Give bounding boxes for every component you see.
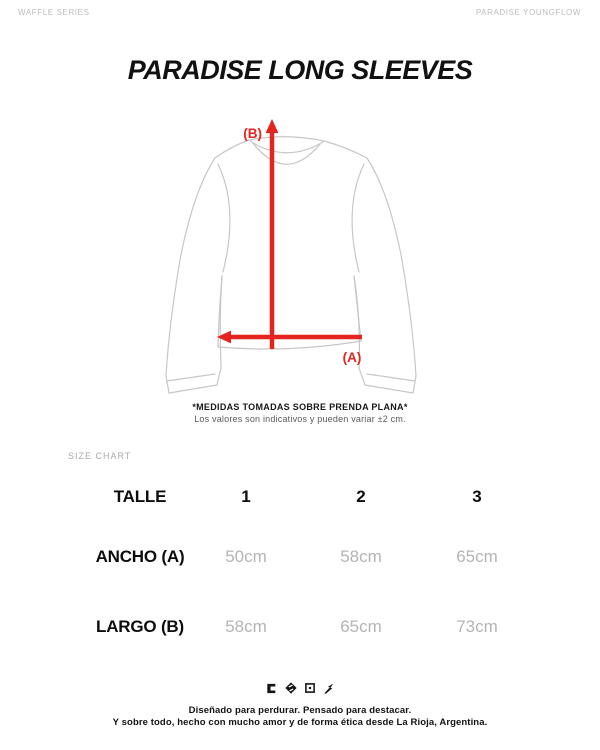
- table-row-length: [80, 615, 524, 639]
- width-size-1-value: 50cm: [225, 547, 267, 566]
- footer-tagline-1: Diseñado para perdurar. Pensado para destacar.: [188, 705, 412, 716]
- measurement-disclaimer: *MEDIDAS TOMADAS SOBRE PRENDA PLANA*: [192, 402, 408, 412]
- brand-glyph-bolt-icon: [323, 683, 334, 694]
- size-column-2: 2: [356, 487, 366, 506]
- length-row-label: LARGO (B): [96, 617, 184, 636]
- footer-tagline-2: Y sobre todo, hecho con mucho amor y de forma ética desde La Rioja, Argentina.: [112, 717, 488, 728]
- length-size-2-value: 65cm: [340, 617, 382, 636]
- series-label: WAFFLE SERIES: [18, 8, 90, 17]
- brand-glyphs-row: [0, 682, 600, 694]
- brand-glyph-diamond-icon: [285, 682, 297, 694]
- garment-measurement-diagram: [120, 100, 480, 430]
- page-title: PARADISE LONG SLEEVES: [127, 55, 473, 85]
- length-measure-label-b: (B): [243, 126, 262, 141]
- table-row-width: [80, 545, 524, 569]
- long-sleeve-shirt-illustration: [120, 100, 480, 430]
- brand-glyph-square-icon: [305, 683, 315, 693]
- size-column-3: 3: [472, 487, 482, 506]
- size-header-label: TALLE: [113, 487, 167, 506]
- width-size-3-value: 65cm: [456, 547, 498, 566]
- size-column-1: 1: [241, 487, 251, 506]
- brand-label: PARADISE YOUNGFLOW: [475, 8, 581, 17]
- size-chart-section-label: SIZE CHART: [68, 451, 132, 461]
- width-size-2-value: 58cm: [340, 547, 382, 566]
- measurement-tolerance-note: Los valores son indicativos y pueden variar ±2 cm.: [194, 414, 406, 424]
- width-row-label: ANCHO (A): [95, 547, 185, 566]
- measurement-arrows: [217, 119, 362, 349]
- table-header-row: [80, 485, 524, 509]
- size-chart-table: [80, 485, 524, 639]
- brand-glyph-c-icon: [266, 683, 277, 694]
- length-size-1-value: 58cm: [225, 617, 267, 636]
- length-size-3-value: 73cm: [456, 617, 498, 636]
- width-measure-label-a: (A): [342, 350, 362, 365]
